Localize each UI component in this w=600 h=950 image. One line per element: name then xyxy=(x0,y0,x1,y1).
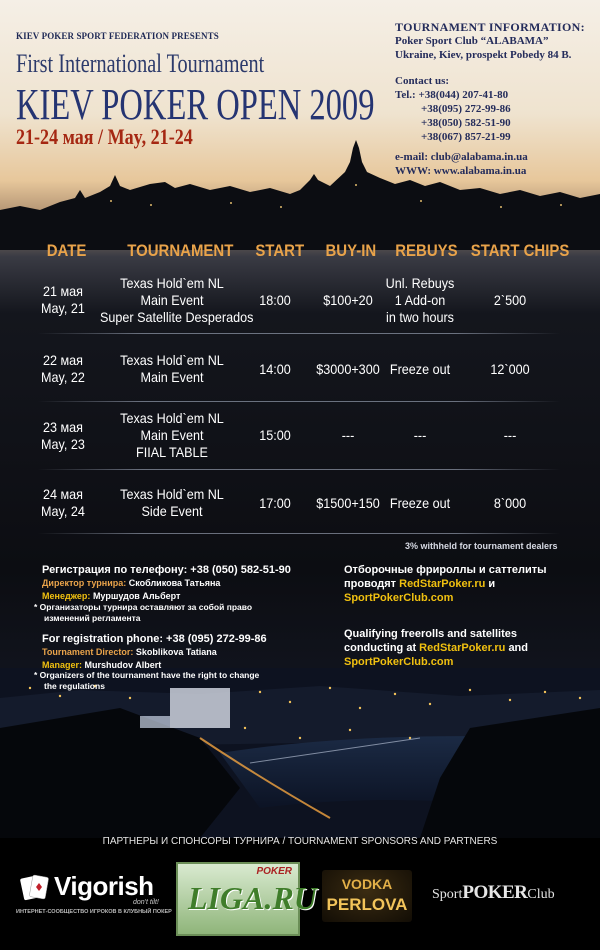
row-tournament: Texas Hold`em NL Main Event Super Satellite Desperados xyxy=(100,275,254,325)
column-header-start-chips: START CHIPS xyxy=(470,241,570,260)
tournament-dates: 21-24 мая / May, 21-24 xyxy=(16,124,193,149)
row-start: 18:00 xyxy=(259,292,291,308)
manager-label-en: Manager: xyxy=(42,660,83,670)
row-tournament: Texas Hold`em NL Main Event FIIAL TABLE xyxy=(120,410,224,460)
spc-poker: POKER xyxy=(462,882,528,903)
liga-ru-logo[interactable] xyxy=(176,862,317,936)
row-chips: 12`000 xyxy=(490,361,530,377)
dealer-footnote: 3% withheld for tournament dealers xyxy=(405,541,558,551)
reg-phone-ru: Регистрация по телефону: +38 (050) 582-51-90 xyxy=(42,564,291,576)
playing-cards-icon xyxy=(20,873,50,903)
kiev-skyline-silhouette xyxy=(0,140,600,250)
column-header-tournament: TOURNAMENT xyxy=(127,241,234,260)
liga-name: LIGA.RU xyxy=(188,880,317,916)
row-tournament: Texas Hold`em NL Side Event xyxy=(120,486,224,519)
row-divider xyxy=(38,469,560,470)
row-divider xyxy=(38,533,560,534)
phone-line-1 xyxy=(395,88,585,102)
spc-club: Club xyxy=(527,887,555,902)
vigorish-description: ИНТЕРНЕТ-СООБЩЕСТВО ИГРОКОВ В КЛУБНЫЙ ПОКЕР xyxy=(16,909,172,915)
registration-ru xyxy=(42,564,291,603)
column-header-rebuys: REBUYS xyxy=(395,241,458,260)
sportpokerclub-link[interactable]: SportPokerClub.com xyxy=(344,656,454,668)
row-buyin: $3000+300 xyxy=(316,361,380,377)
column-header-buyin: BUY-IN xyxy=(325,241,377,260)
row-chips: 2`500 xyxy=(493,292,527,308)
city-night-scene xyxy=(0,668,600,838)
column-header-start: START xyxy=(255,241,305,260)
phone-number[interactable]: +38(044) 207-41-80 xyxy=(418,89,509,101)
club-address: Ukraine, Kiev, prospekt Pobedy 84 B. xyxy=(395,49,572,61)
redstarpoker-link[interactable]: RedStarPoker.ru xyxy=(419,642,506,654)
row-rebuys: Unl. Rebuys 1 Add-on in two hours xyxy=(385,275,455,325)
row-chips: --- xyxy=(503,427,517,443)
email-link[interactable]: e-mail: club@alabama.in.ua xyxy=(395,151,528,163)
disclaimer-en: * Organizers of the tournament have the right to change the regulations xyxy=(34,670,260,691)
manager-name-en: Murshudov Albert xyxy=(84,660,162,670)
row-rebuys: --- xyxy=(413,427,427,443)
row-buyin: --- xyxy=(341,427,355,443)
qualifiers-ru: Отборочные фрироллы и саттелиты проводят RedStarPoker.ru и SportPokerClub.com xyxy=(344,564,547,604)
redstarpoker-link[interactable]: RedStarPoker.ru xyxy=(399,578,486,590)
director-name-ru: Скобликова Татьяна xyxy=(128,578,221,588)
contact-label: Contact us: xyxy=(395,75,450,87)
row-start: 17:00 xyxy=(259,495,291,511)
director-name-en: Skoblikova Tatiana xyxy=(135,647,217,657)
row-buyin: $1500+150 xyxy=(316,495,380,511)
spc-sport: Sport xyxy=(432,887,463,902)
row-tournament: Texas Hold`em NL Main Event xyxy=(120,352,224,385)
info-heading: TOURNAMENT INFORMATION: xyxy=(395,20,585,34)
sponsors-heading: ПАРТНЕРЫ И СПОНСОРЫ ТУРНИРА / TOURNAMENT SPONSORS AND PARTNERS xyxy=(102,836,498,847)
liga-tag: POKER xyxy=(256,866,292,877)
row-start: 15:00 xyxy=(259,427,291,443)
row-rebuys: Freeze out xyxy=(389,495,451,511)
row-divider xyxy=(38,401,560,402)
reg-phone-en: For registration phone: +38 (095) 272-99-86 xyxy=(42,633,267,645)
qualifiers-en: Qualifying freerolls and satellites conducting at RedStarPoker.ru and SportPokerClub.com xyxy=(344,628,528,668)
vigorish-slogan: don't tilt! xyxy=(133,899,159,906)
director-label-ru: Директор турнира: xyxy=(42,578,127,588)
row-start: 14:00 xyxy=(259,361,291,377)
club-name: Poker Sport Club “ALABAMA” xyxy=(395,35,549,47)
row-date: 21 мая May, 21 xyxy=(41,283,85,316)
registration-en xyxy=(42,633,267,672)
disclaimer-ru: * Организаторы турнира оставляют за собой право изменений регламента xyxy=(34,602,253,623)
manager-label-ru: Менеджер: xyxy=(42,591,91,601)
phone-number[interactable]: +38(095) 272-99-86 xyxy=(421,103,511,115)
vodka-perlova-logo[interactable] xyxy=(322,870,412,922)
row-date: 24 мая May, 24 xyxy=(41,486,85,519)
sportpokerclub-link[interactable]: SportPokerClub.com xyxy=(344,592,454,604)
row-date: 22 мая May, 22 xyxy=(41,352,85,385)
row-rebuys: Freeze out xyxy=(389,361,451,377)
phone-number[interactable]: +38(050) 582-51-90 xyxy=(421,117,511,129)
manager-name-ru: Муршудов Альберт xyxy=(92,591,181,601)
vigorish-name: Vigorish xyxy=(54,871,154,901)
poster-title: KIEV POKER OPEN 2009 xyxy=(16,80,375,129)
website-link[interactable]: WWW: www.alabama.in.ua xyxy=(395,165,527,177)
column-header-date: DATE xyxy=(46,241,87,260)
row-divider xyxy=(38,333,560,334)
phone-number[interactable]: +38(067) 857-21-99 xyxy=(421,131,511,143)
tel-label: Tel.: xyxy=(395,89,416,101)
federation-line: KIEV POKER SPORT FEDERATION PRESENTS xyxy=(16,31,219,41)
vodka-line1: VODKA xyxy=(341,876,393,892)
sport-poker-club-logo[interactable] xyxy=(432,882,555,904)
vodka-line2: PERLOVA xyxy=(326,895,408,914)
row-date: 23 мая May, 23 xyxy=(41,419,85,452)
poster-subtitle: First International Tournament xyxy=(16,49,265,78)
director-label-en: Tournament Director: xyxy=(42,647,134,657)
row-buyin: $100+20 xyxy=(323,292,373,308)
row-chips: 8`000 xyxy=(493,495,527,511)
